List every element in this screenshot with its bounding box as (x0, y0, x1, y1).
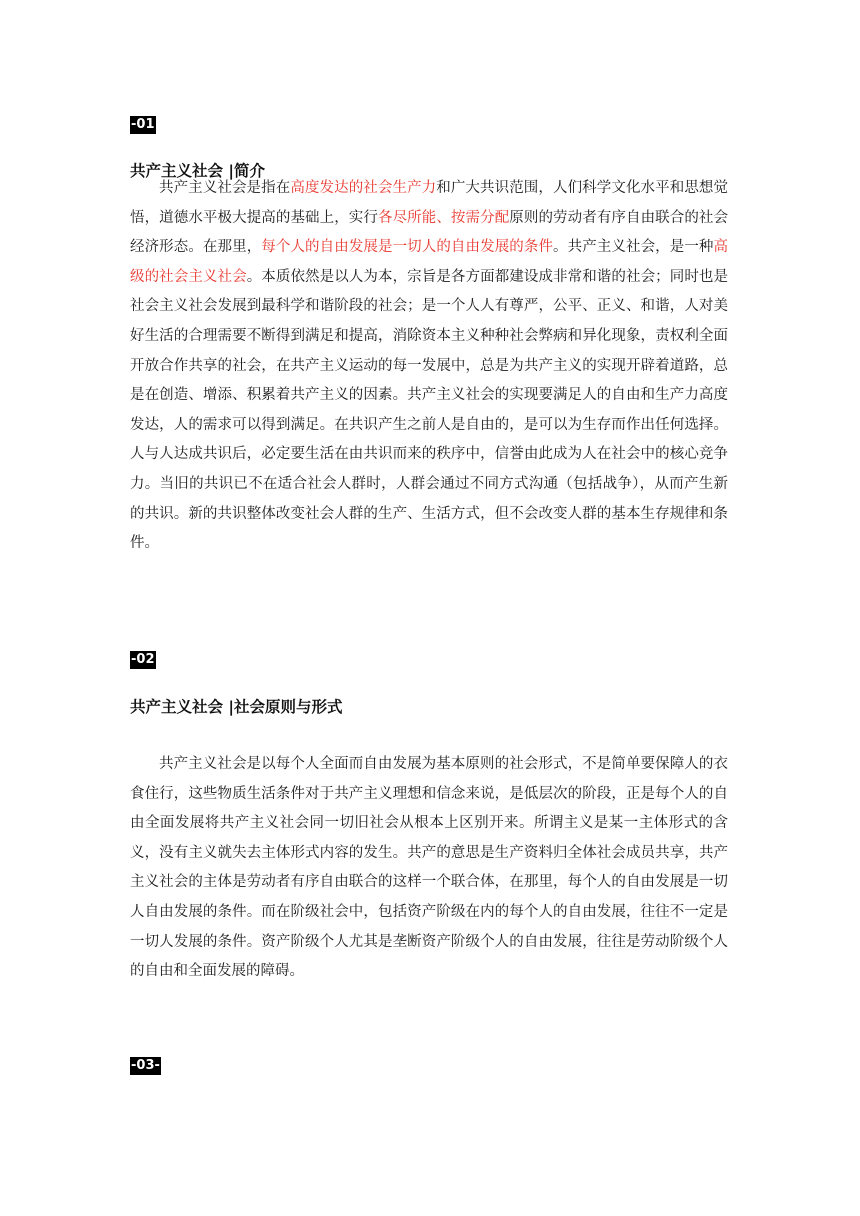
section-paragraph-principles (130, 750, 728, 987)
section-heading-principles: 共产主义社会 |社会原则与形式 (130, 698, 343, 716)
section-paragraph-intro (130, 174, 728, 559)
highlighted-text: 高级的社会主义社会 (130, 239, 729, 285)
paragraph-text: 共产主义社会是以每个人全面而自由发展为基本原则的社会形式，不是简单要保障人的衣食住行，这些物质生活条件对于共产主义理想和信念来说，是低层次的阶段，正是每个人的自由全面发展将共产主义社会同一切旧社会从根本上区别开来。所谓主义是某一主体形式的含义，没有主义就失去主体形式内容的发生。共产的意思是生产资料归全体社会成员共享，共产主义社会的主体是劳动者有序自由联合的这样一个联合体，在那里，每个人的自由发展是一切人自由发展的条件。而在阶级社会中，包括资产阶级在内的每个人的自由发展，往往不一定是一切人发展的条件。资产阶级个人尤其是垄断资产阶级个人的自由发展，往往是劳动阶级个人的自由和全面发展的障碍。 (130, 756, 728, 980)
highlighted-text: 高度发达的社会生产力 (290, 180, 437, 196)
section-heading-intro: 共产主义社会 |简介 (130, 162, 266, 180)
section-tag-02: -02 (131, 652, 155, 667)
section-tag-01: -01 (131, 117, 155, 132)
paragraph-text: 共产主义社会是指在 (159, 180, 291, 196)
highlighted-text: 每个人的自由发展是一切人的自由发展的条件 (261, 239, 554, 256)
paragraph-text: 。共产主义社会，是一种 (553, 239, 714, 256)
paragraph-text: 原则的劳动者有序自由联合的社会经济形态。在那里， (130, 209, 729, 256)
paragraph-text: 。本质依然是以人为本，宗旨是各方面都建设成非常和谐的社会；同时也是社会主义社会发展到最科学和谐阶段的社会；是一个人人有尊严，公平、正义、和谐，人对美好生活的合理需要不断得到满足和提高，消除资本主义种种社会弊病和异化现象，责权利全面开放合作共享的社会，在共产主义运动的每一发展中，总是为共产主义的实现开辟着道路，总是在创造、增添、积累着共产主义的因素。共产主义社会的实现要满足人的自由和生产力高度发达，人的需求可以得到满足。在共识产生之前人是自由的，是可以为生存而作出任何选择。人与人达成共识后，必定要生活在由共识而来的秩序中，信誉由此成为人在社会中的核心竞争力。当旧的共识已不在适合社会人群时，人群会通过不同方式沟通（包括战争），从而产生新的共识。新的共识整体改变社会人群的生产、生活方式，但不会改变人群的基本生存规律和条件。 (130, 268, 729, 552)
highlighted-text: 各尽所能、按需分配 (378, 209, 510, 226)
paragraph-text: 和广大共识范围，人们科学文化水平和思想觉悟，道德水平极大提高的基础上，实行 (130, 180, 728, 226)
section-tag-03: -03- (131, 1058, 160, 1073)
